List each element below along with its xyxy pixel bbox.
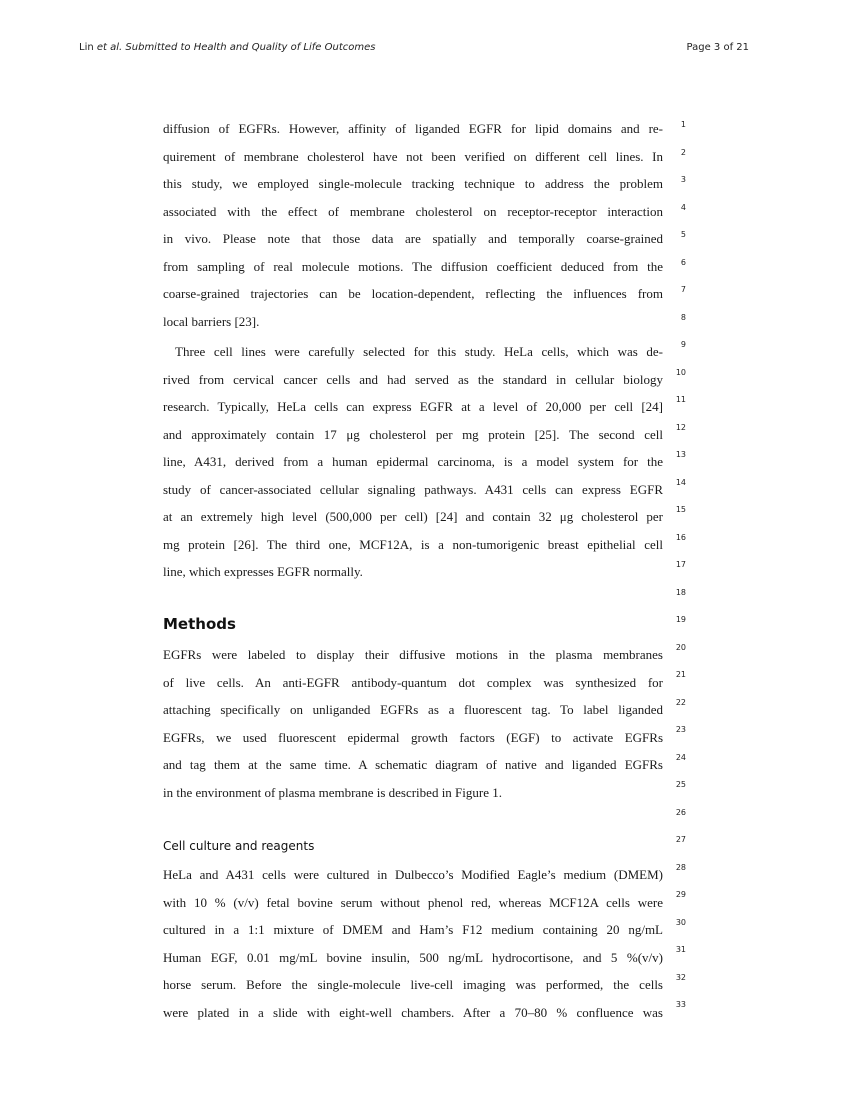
text-line: horse serum. Before the single-molecule live-cell imaging was performed, the cells (163, 977, 663, 992)
text-line: EGFRs, we used fluorescent epidermal growth factors (EGF) to activate EGFRs (163, 729, 663, 745)
text-line: coarse-grained trajectories can be location-dependent, reflecting the influences from (163, 286, 663, 301)
header-authors: Lin (79, 42, 94, 53)
text-line: study of cancer-associated cellular signaling pathways. A431 cells can express EGFR (163, 481, 663, 497)
line-number: 8 (680, 312, 686, 322)
line-number: 18 (675, 587, 686, 597)
line-number: 23 (675, 725, 686, 734)
line-number: 6 (680, 257, 686, 267)
text-line: and tag them at the same time. A schematic diagram of native and liganded EGFRs (163, 757, 663, 772)
text-line: quirement of membrane cholesterol have not been verified on different cell lines. In (163, 148, 663, 164)
line-number: 7 (680, 285, 686, 294)
line-number: 31 (675, 945, 686, 954)
line-number: 15 (675, 505, 686, 514)
text-line: cultured in a 1:1 mixture of DMEM and Ham’s F12 medium containing 20 ng/mL (163, 922, 663, 937)
line-number: 28 (675, 862, 686, 872)
line-number: 29 (675, 890, 686, 899)
section-heading-methods: Methods (163, 615, 236, 633)
line-number: 14 (675, 477, 686, 487)
line-number: 33 (675, 1000, 686, 1009)
line-number: 9 (680, 340, 686, 349)
text-line: Human EGF, 0.01 mg/mL bovine insulin, 500 ng/mL hydrocortisone, and 5 %(v/v) (163, 949, 663, 965)
line-number: 11 (675, 395, 686, 404)
header-etal: et al. (96, 42, 123, 53)
text-line: rived from cervical cancer cells and had served as the standard in cellular biology (163, 371, 663, 387)
line-number: 12 (675, 422, 686, 432)
text-line: HeLa and A431 cells were cultured in Dulbecco’s Modified Eagle’s medium (DMEM) (163, 867, 663, 882)
line-number: 13 (675, 450, 686, 459)
line-number: 2 (680, 147, 686, 157)
text-line: with 10 % (v/v) fetal bovine serum without phenol red, whereas MCF12A cells were (163, 894, 663, 910)
line-number: 19 (675, 615, 686, 624)
line-number: 22 (675, 697, 686, 707)
line-number: 25 (675, 780, 686, 789)
line-number: 4 (680, 202, 686, 212)
text-line: diffusion of EGFRs. However, affinity of liganded EGFR for lipid domains and re- (163, 121, 663, 136)
text-line: associated with the effect of membrane cholesterol on receptor-receptor interaction (163, 203, 663, 219)
line-number: 3 (680, 175, 686, 184)
text-line: line, A431, derived from a human epidermal carcinoma, is a model system for the (163, 454, 663, 469)
line-number: 20 (675, 642, 686, 652)
text-line: local barriers [23]. (163, 313, 260, 329)
text-line: of live cells. An anti-EGFR antibody-quantum dot complex was synthesized for (163, 674, 663, 690)
line-number: 30 (675, 917, 686, 927)
line-number: 26 (675, 807, 686, 817)
line-number: 1 (680, 120, 686, 129)
page-number: Page 3 of 21 (686, 42, 749, 53)
text-line: research. Typically, HeLa cells can express EGFR at a level of 20,000 per cell [24] (163, 399, 663, 414)
text-line: and approximately contain 17 μg cholesterol per mg protein [25]. The second cell (163, 426, 663, 442)
text-line: line, which expresses EGFR normally. (163, 564, 363, 579)
subsection-heading-cell-culture: Cell culture and reagents (163, 839, 315, 853)
line-number: 27 (675, 835, 686, 844)
text-line: from sampling of real molecule motions. The diffusion coefficient deduced from the (163, 258, 663, 274)
line-number: 17 (675, 560, 686, 569)
text-line: attaching specifically on unliganded EGFRs as a fluorescent tag. To label liganded (163, 702, 663, 717)
text-line: mg protein [26]. The third one, MCF12A, is a non-tumorigenic breast epithelial cell (163, 536, 663, 552)
text-line: in the environment of plasma membrane is described in Figure 1. (163, 784, 502, 800)
line-number: 21 (675, 670, 686, 679)
text-line: Three cell lines were carefully selected for this study. HeLa cells, which was de- (175, 344, 663, 359)
text-line: EGFRs were labeled to display their diffusive motions in the plasma membranes (163, 647, 663, 662)
line-number: 16 (675, 532, 686, 542)
header-journal: Submitted to Health and Quality of Life Outcomes (125, 42, 376, 53)
text-line: at an extremely high level (500,000 per cell) [24] and contain 32 μg cholesterol per (163, 509, 663, 524)
line-number: 24 (675, 752, 686, 762)
text-line: were plated in a slide with eight-well chambers. After a 70–80 % confluence was (163, 1004, 663, 1020)
text-line: in vivo. Please note that those data are spatially and temporally coarse-grained (163, 231, 663, 246)
line-number: 5 (680, 230, 686, 239)
line-number: 32 (675, 972, 686, 982)
line-number: 10 (675, 367, 686, 377)
text-line: this study, we employed single-molecule tracking technique to address the problem (163, 176, 663, 191)
